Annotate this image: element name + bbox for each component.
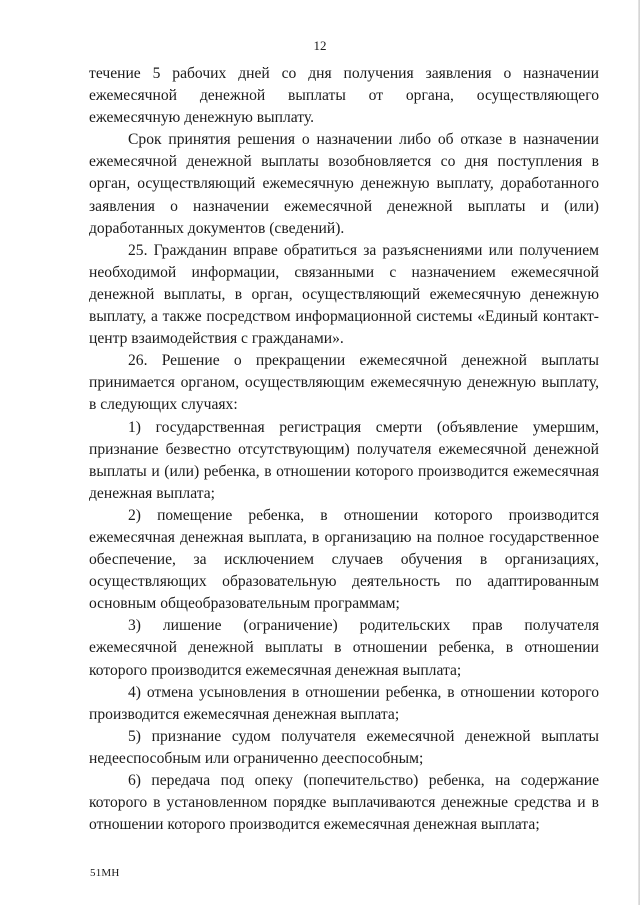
paragraph-continuation: течение 5 рабочих дней со дня получения заявления о назначении ежемесячной денежной выплаты от органа, осуществляющего ежемесячную денежную выплату. bbox=[89, 65, 599, 127]
paragraph-decision-deadline: Срок принятия решения о назначении либо об отказе в назначении ежемесячной денежной выплаты возобновляется со дня поступления в орган, осуществляющий ежемесячную денежную выплату, доработанного заявления о назначении ежемесячной денежной выплаты и (или) доработанных документов (сведений). bbox=[89, 131, 599, 237]
page-number: 12 bbox=[313, 38, 327, 53]
list-item-2: 2) помещение ребенка, в отношении которого производится ежемесячная денежная выплата, в организацию на полное государственное обеспечение, за исключением случаев обучения в организациях, осуществляющих образовательную деятельность по адаптированным основным общеобразовательным программам; bbox=[89, 506, 599, 613]
list-item-6: 6) передача под опеку (попечительство) ребенка, на содержание которого в установленном порядке выплачиваются денежные средства и в отношении которого производится ежемесячная денежная выплата; bbox=[89, 772, 599, 834]
footer-code: 51МН bbox=[90, 867, 120, 879]
list-item-5: 5) признание судом получателя ежемесячной денежной выплаты недееспособным или ограниченно дееспособным; bbox=[89, 727, 599, 767]
list-item-4: 4) отмена усыновления в отношении ребенка, в отношении которого производится ежемесячная денежная выплата; bbox=[89, 683, 599, 723]
paragraph-25: 25. Гражданин вправе обратиться за разъяснениями или получением необходимой информации, связанными с назначением ежемесячной денежной выплаты, в орган, осуществляющий ежемесячную денежную выплату, а также посредством информационной системы «Единый контакт-центр взаимодействия с гражданами». bbox=[89, 241, 599, 348]
list-item-1: 1) государственная регистрация смерти (объявление умершим, признание безвестно отсутствующим) получателя ежемесячной денежной выплаты и (или) ребенка, в отношении которого производится ежемесячная денежная выплата; bbox=[89, 418, 599, 502]
list-item-3: 3) лишение (ограничение) родительских прав получателя ежемесячной денежной выплаты в отношении ребенка, в отношении которого производится ежемесячная денежная выплата; bbox=[89, 617, 599, 679]
paragraph-26: 26. Решение о прекращении ежемесячной денежной выплаты принимается органом, осуществляющим ежемесячную денежную выплату, в следующих случаях: bbox=[89, 352, 599, 414]
document-body bbox=[89, 63, 599, 836]
